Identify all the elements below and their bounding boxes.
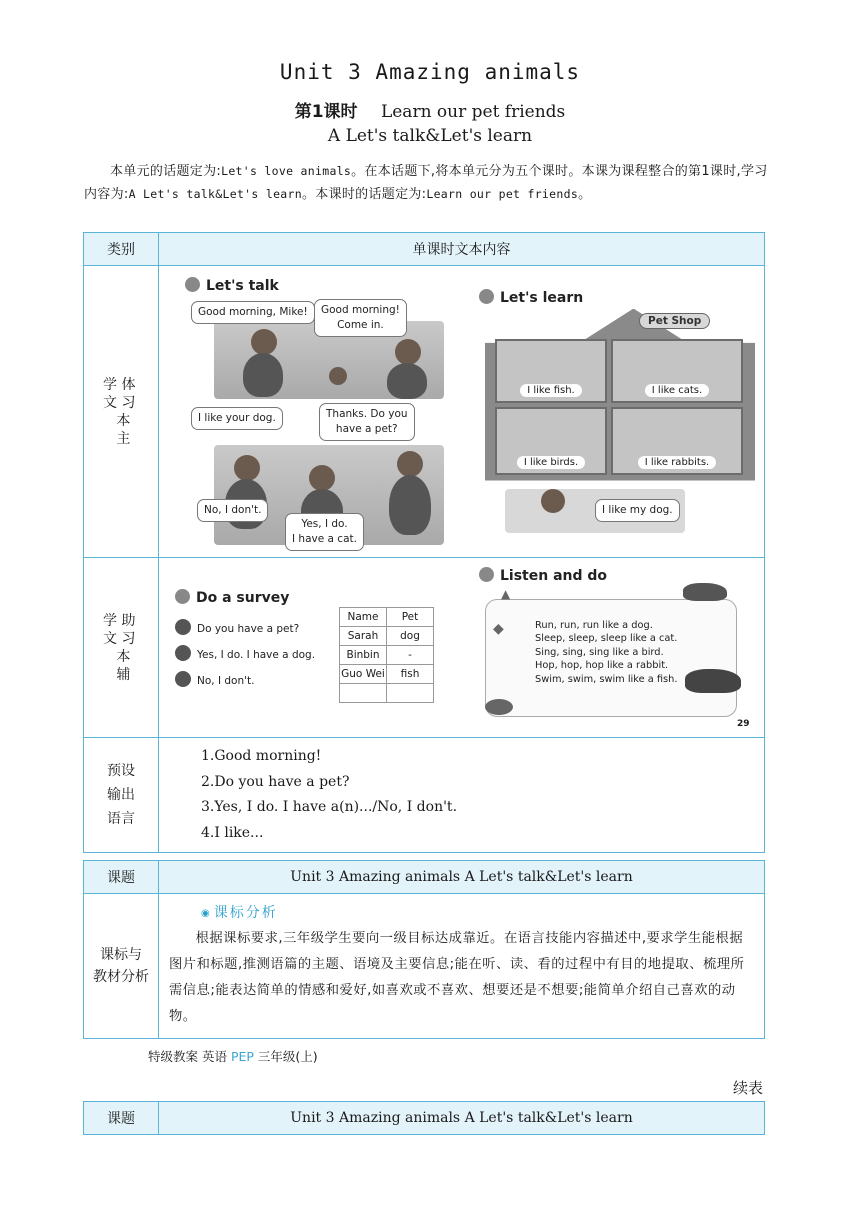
- birds-room: [495, 407, 607, 475]
- intro-text-3: 。本课时的话题定为:: [301, 187, 427, 202]
- mike-head-image: [395, 339, 421, 365]
- survey-cell: Guo Wei: [340, 664, 387, 683]
- survey-row: [340, 645, 434, 664]
- survey-cell: -: [387, 645, 434, 664]
- language-item: 1.Good morning!: [201, 748, 322, 764]
- main-text-images-cell: [159, 266, 765, 558]
- textbook-page-number: 29: [737, 718, 750, 729]
- survey-cell: [387, 683, 434, 702]
- dog-head-image: [329, 367, 347, 385]
- lesson-text-table: [83, 232, 765, 853]
- intro-text-1: 本单元的话题定为:: [110, 164, 222, 179]
- survey-header-pet: Pet: [387, 607, 434, 626]
- bubble-i-like-your-dog: I like your dog.: [191, 407, 283, 430]
- analysis-heading: ◉ 课标分析: [201, 902, 754, 922]
- survey-cell: Binbin: [340, 645, 387, 664]
- lets-talk-heading: Let's talk: [185, 277, 279, 294]
- bubble-i-like-my-dog: I like my dog.: [595, 499, 680, 522]
- cats-room: [611, 339, 743, 403]
- row-aux-label-cell: [84, 558, 159, 738]
- chant-line: Hop, hop, hop like a rabbit.: [535, 660, 669, 672]
- language-item: 3.Yes, I do. I have a(n).../No, I don't.: [201, 799, 458, 815]
- pet-shop-sign: Pet Shop: [639, 313, 710, 329]
- cat-icon: [683, 583, 727, 601]
- main-text-panel: [159, 267, 764, 557]
- caption-rabbits: I like rabbits.: [638, 456, 716, 469]
- dog-icon: [685, 669, 741, 693]
- bubble-line: Good morning!: [321, 303, 400, 316]
- topic-value: Unit 3 Amazing animals A Let's talk&Let's learn: [159, 1102, 765, 1135]
- bubble-good-morning-mike: Good morning, Mike!: [191, 301, 315, 324]
- lesson-title-line: [0, 97, 860, 122]
- bird-icon: ▲: [501, 586, 511, 601]
- survey-header-name: Name: [340, 607, 387, 626]
- rabbits-room: [611, 407, 743, 475]
- footer-pep: PEP: [230, 1049, 254, 1064]
- intro-text-4: 。: [578, 187, 592, 202]
- topic-value: Unit 3 Amazing animals A Let's talk&Let's learn: [159, 861, 765, 894]
- fish-room: [495, 339, 607, 403]
- survey-answer-no: [175, 671, 254, 687]
- survey-cell: [340, 683, 387, 702]
- bubble-line: Yes, I do.: [301, 517, 348, 530]
- aux-text-panel: [159, 559, 764, 737]
- survey-answer-yes: [175, 645, 315, 661]
- continued-table: [83, 1101, 765, 1135]
- survey-cell: Sarah: [340, 626, 387, 645]
- lesson-number: 第1课时: [294, 102, 358, 122]
- output-language-cell: [159, 738, 765, 853]
- survey-answer-yes-text: Yes, I do. I have a dog.: [197, 648, 316, 661]
- intro-paragraph: [84, 160, 768, 206]
- row-lang-label: 预设 输出 语言: [107, 763, 135, 827]
- listen-and-do-heading: Listen and do: [479, 567, 607, 584]
- caption-cats: I like cats.: [645, 384, 709, 397]
- survey-row: [340, 626, 434, 645]
- girl-head-image: [309, 465, 335, 491]
- mike-figure-image: [387, 363, 427, 399]
- language-item: 2.Do you have a pet?: [201, 773, 350, 790]
- row-lang-label-cell: [84, 738, 159, 853]
- survey-answer-no-text: No, I don't.: [197, 674, 255, 687]
- boy-head-image: [251, 329, 277, 355]
- lesson-title: Learn our pet friends: [380, 102, 566, 122]
- survey-question: [175, 619, 299, 635]
- boy-figure-image: [243, 353, 283, 397]
- lesson-subtitle: A Let's talk&Let's learn: [327, 126, 533, 146]
- bubble-thanks-do-you-have-a-pet: [319, 403, 415, 441]
- unit-title: Unit 3 Amazing animals: [279, 60, 581, 84]
- fish-icon: ◆: [493, 620, 504, 637]
- survey-row: [340, 683, 434, 702]
- continued-label: 续表: [732, 1079, 763, 1097]
- intro-topic: Learn our pet friends: [426, 187, 579, 201]
- caption-birds: I like birds.: [517, 456, 585, 469]
- rabbit-icon: [485, 699, 513, 715]
- chant-line: Sing, sing, sing like a bird.: [535, 646, 664, 658]
- chant-line: Sleep, sleep, sleep like a cat.: [535, 633, 678, 645]
- boy-with-dog-head-image: [541, 489, 565, 513]
- intro-theme: Let's love animals: [221, 164, 352, 178]
- analysis-text: 根据课标要求,三年级学生要向一级目标达成靠近。在语言技能内容描述中,要求学生能根据图片和标题,推测语篇的主题、语境及主要信息;能在听、读、看的过程中有目的地提取、梳理所需信息;能表达简单的情感和爱好,如喜欢或不喜欢、想要还是不想要;能简单介绍自己喜欢的动物。: [169, 931, 745, 1024]
- intro-text-2: 。在本话题下,将本单元分为五个课时。本课为课程整合的第1课时,学习内容为:: [84, 164, 768, 202]
- bubble-good-morning-come-in: [314, 299, 407, 337]
- analysis-label-cell: [84, 894, 159, 1039]
- page-footer: [148, 1047, 318, 1065]
- child-face-icon: [175, 645, 191, 661]
- survey-cell: fish: [387, 664, 434, 683]
- analysis-cell: [159, 894, 765, 1039]
- do-a-survey-heading: Do a survey: [175, 589, 289, 606]
- row-main-label-cell: [84, 266, 159, 558]
- topic-label: 课题: [84, 1102, 159, 1135]
- language-item: 4.I like...: [201, 824, 264, 841]
- chant-lines: [535, 619, 677, 687]
- caption-fish: I like fish.: [520, 384, 581, 397]
- row-main-label: 学 体 文 习 本 主: [103, 376, 136, 447]
- chant-line: Swim, swim, swim like a fish.: [535, 673, 678, 685]
- footer-text: 特级教案 英语: [148, 1049, 231, 1064]
- row-aux-label: 学 助 文 习 本 辅: [103, 612, 136, 683]
- chant-line: Run, run, run like a dog.: [535, 619, 653, 631]
- boy3-figure-image: [389, 475, 431, 535]
- analysis-label: 课标与 教材分析: [93, 947, 149, 985]
- bubble-line: Thanks. Do you: [326, 407, 408, 420]
- survey-table: [339, 607, 434, 703]
- lesson-analysis-table: [83, 860, 765, 1039]
- bubble-line: Come in.: [337, 318, 384, 331]
- bubble-line: have a pet?: [335, 422, 398, 435]
- boy2-head-image: [234, 455, 260, 481]
- aux-text-images-cell: [159, 558, 765, 738]
- child-face-icon: [175, 619, 191, 635]
- col-category-header: 类别: [84, 233, 159, 266]
- topic-label: 课题: [84, 861, 159, 894]
- child-face-icon: [175, 671, 191, 687]
- bubble-yes-i-have-a-cat: [285, 513, 364, 551]
- bubble-line: I have a cat.: [292, 532, 357, 545]
- survey-row: [340, 664, 434, 683]
- footer-grade: 三年级(上): [253, 1049, 318, 1064]
- col-content-header: 单课时文本内容: [159, 233, 765, 266]
- intro-content: A Let's talk&Let's learn: [128, 187, 302, 201]
- survey-cell: dog: [387, 626, 434, 645]
- bubble-no-i-dont: No, I don't.: [197, 499, 268, 522]
- survey-question-text: Do you have a pet?: [197, 622, 300, 635]
- lets-learn-heading: Let's learn: [479, 289, 583, 306]
- boy3-head-image: [397, 451, 423, 477]
